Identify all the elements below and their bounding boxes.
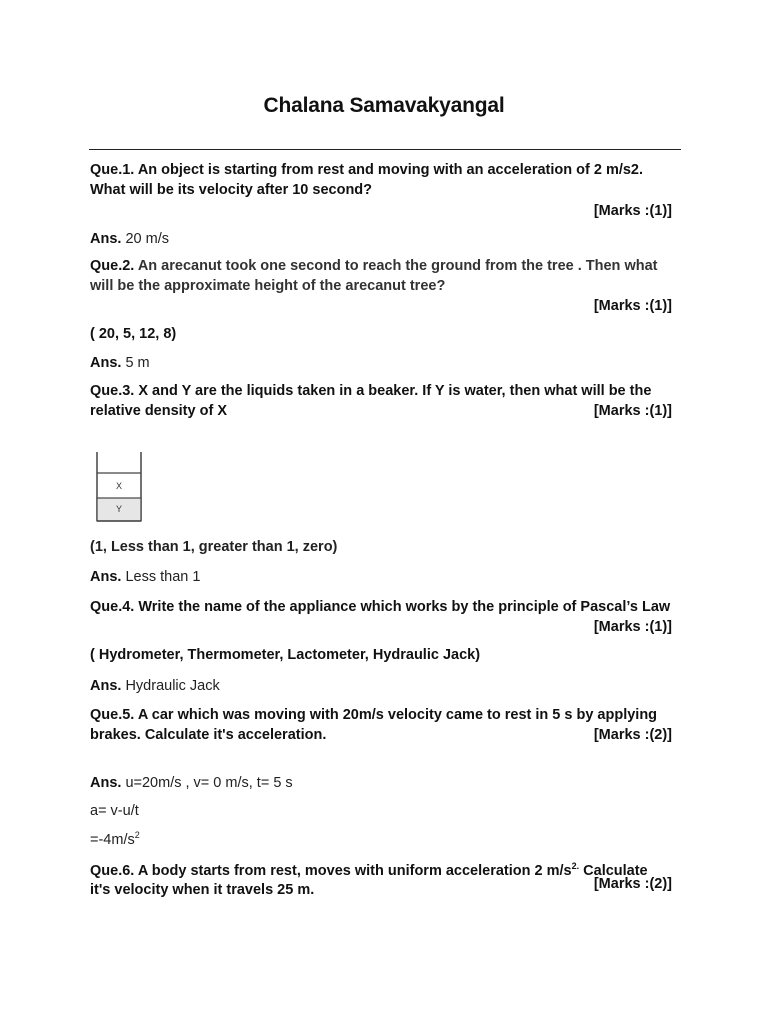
answer-value: Less than 1 xyxy=(125,569,201,585)
answer-4 xyxy=(90,677,220,696)
question-3-options: (1, Less than 1, greater than 1, zero) xyxy=(90,539,338,555)
question-label: Que.2. xyxy=(90,258,135,274)
answer-label: Ans. xyxy=(90,569,122,585)
answer-3 xyxy=(90,568,200,587)
liquid-y-label: Y xyxy=(115,504,123,514)
question-text-part-a: A body starts from rest, moves with uniform acceleration 2 m/s xyxy=(137,862,572,879)
title-divider xyxy=(89,149,681,150)
question-6-marks: [Marks :(2)] xyxy=(593,876,672,892)
question-1 xyxy=(90,161,672,200)
question-4-options: ( Hydrometer, Thermometer, Lactometer, Hydraulic Jack) xyxy=(90,647,481,663)
question-label: Que.5. xyxy=(90,707,135,723)
question-text-part-b: Calculate it's velocity when it travels 25 m. xyxy=(90,862,648,899)
question-text: A car which was moving with 20m/s velocity came to rest in 5 s by applying brakes. Calculate it's acceleration. xyxy=(90,707,658,743)
working-line-2 xyxy=(90,830,140,848)
answer-value: Hydraulic Jack xyxy=(125,678,220,694)
answer-value: u=20m/s , v= 0 m/s, t= 5 s xyxy=(125,775,293,791)
question-text: An object is starting from rest and moving with an acceleration of 2 m/s2. What will be its velocity after 10 second? xyxy=(90,162,644,198)
question-text: Write the name of the appliance which works by the principle of Pascal’s Law xyxy=(138,599,671,615)
answer-label: Ans. xyxy=(90,775,122,791)
question-3 xyxy=(90,382,672,421)
beaker-figure xyxy=(95,452,145,526)
answer-5 xyxy=(90,774,293,793)
answer-label: Ans. xyxy=(90,678,122,694)
question-text-sup: 2. xyxy=(571,861,580,871)
question-2 xyxy=(90,257,672,296)
question-text: An arecanut took one second to reach the ground from the tree . Then what will be the approximate height of the arecanut tree? xyxy=(90,258,658,294)
answer-label: Ans. xyxy=(90,355,122,371)
question-label: Que.1. xyxy=(90,162,135,178)
question-label: Que.3. xyxy=(90,383,135,399)
question-3-marks: [Marks :(1)] xyxy=(593,403,672,419)
question-5-marks: [Marks :(2)] xyxy=(593,727,672,743)
answer-1 xyxy=(90,230,169,249)
question-6 xyxy=(90,857,672,901)
working-line-1: a= v-u/t xyxy=(90,803,139,819)
document-title: Chalana Samavakyangal xyxy=(263,94,505,117)
working-line-2-text: =-4m/s xyxy=(90,831,135,848)
question-text: X and Y are the liquids taken in a beaker. If Y is water, then what will be the relative density of X xyxy=(90,383,652,419)
answer-value: 20 m/s xyxy=(125,231,169,247)
answer-2 xyxy=(90,354,150,373)
question-2-marks: [Marks :(1)] xyxy=(593,298,672,314)
working-line-2-sup: 2 xyxy=(134,830,140,840)
question-label: Que.4. xyxy=(90,599,135,615)
question-5 xyxy=(90,706,672,745)
liquid-x-label: X xyxy=(115,481,123,491)
answer-value: 5 m xyxy=(125,355,150,371)
question-4-marks: [Marks :(1)] xyxy=(593,619,672,635)
question-label: Que.6. xyxy=(90,862,135,879)
question-4 xyxy=(90,598,672,618)
question-2-options: ( 20, 5, 12, 8) xyxy=(90,326,177,342)
question-1-marks: [Marks :(1)] xyxy=(593,203,672,219)
answer-label: Ans. xyxy=(90,231,122,247)
